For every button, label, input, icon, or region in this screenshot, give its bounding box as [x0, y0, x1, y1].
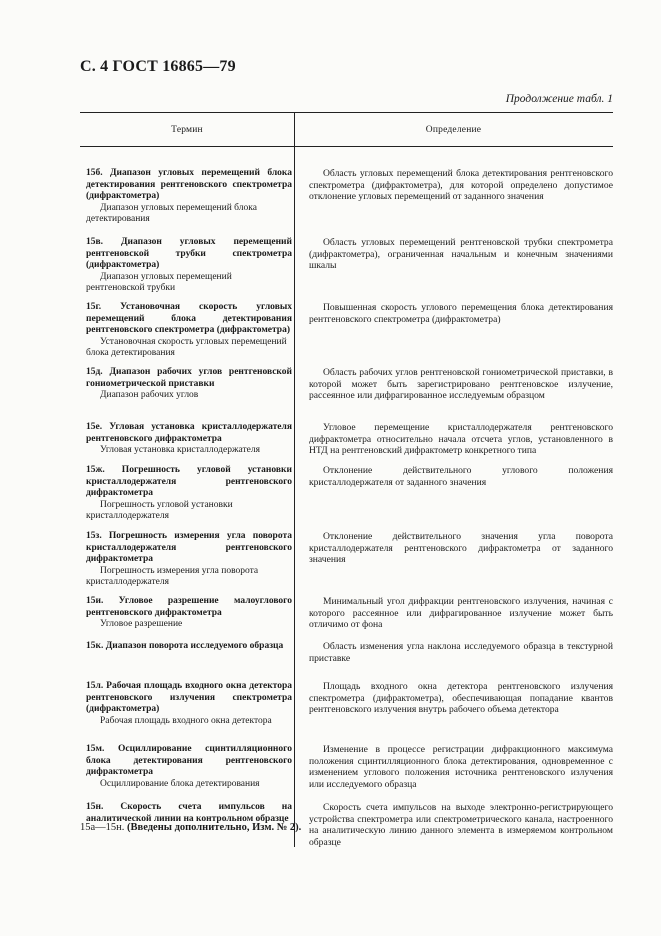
table-header-rule [80, 146, 613, 147]
table-continuation-label: Продолжение табл. 1 [505, 93, 613, 105]
term-text: 15б. Диапазон угловых перемещений блока детектирования рентгеновского спектрометра (дифрактометра) [86, 168, 292, 202]
term-synonym: Угловая установка кристаллодержателя [100, 445, 260, 456]
term-text: 15н. Скорость счета импульсов на аналитической линии на контрольном образце [86, 802, 292, 824]
term-text: 15ж. Погрешность угловой установки кристаллодержателя рентгеновского дифрактометра [86, 465, 292, 499]
amendment-text: (Введены дополнительно, Изм. № 2). [127, 822, 302, 833]
amendment-range: 15а—15н. [80, 822, 125, 833]
definition-text: Площадь входного окна детектора рентгеновского излучения спектрометра (дифрактометра), обеспечивающая попадание квантов рентгеновского излучения внутрь рабочего объема детектора [309, 681, 613, 716]
term-synonym: Установочная скорость угловых перемещений блока детектирования [86, 336, 287, 359]
definition-cell [292, 168, 613, 226]
column-header-definition: Определение [425, 124, 482, 135]
table-row [80, 168, 613, 226]
term-synonym: Рабочая площадь входного окна детектора [100, 715, 272, 726]
definition-text: Угловое перемещение кристаллодержателя рентгеновского дифрактометра относительно начала отсчета углов, установленного в НТД на рентгеновский дифрактометр конкретного типа [309, 422, 613, 457]
term-text: 15д. Диапазон рабочих углов рентгеновской гониометрической приставки [86, 367, 292, 389]
term-text: 15г. Установочная скорость угловых перемещений блока детектирования рентгеновского спектрометра (дифрактометра) [86, 302, 292, 336]
term-cell [80, 641, 292, 664]
term-text: 15л. Рабочая площадь входного окна детектора рентгеновского излучения спектрометра (дифрактометра) [86, 681, 292, 715]
definition-cell [292, 596, 613, 631]
definition-text: Изменение в процессе регистрации дифракционного максимума положения сцинтилляционного блока детектирования, одновременное с изменением углового положения источника рентгеновского излучения или исследуемого образца [309, 744, 613, 790]
term-text: 15в. Диапазон угловых перемещений рентгеновской трубки спектрометра (дифрактометра) [86, 237, 292, 271]
definition-cell [292, 367, 613, 402]
column-header-term: Термин [171, 124, 203, 135]
term-cell [80, 302, 292, 360]
definition-text: Область угловых перемещений блока детектирования рентгеновского спектрометра (дифрактометра), для которой определено допустимое отклонение угловых перемещений от заданного значения [309, 168, 613, 203]
term-cell [80, 168, 292, 226]
definition-cell [292, 681, 613, 727]
term-cell [80, 465, 292, 523]
term-synonym: Погрешность угловой установки кристаллодержателя [86, 499, 233, 522]
term-synonym: Осциллирование блока детектирования [100, 778, 260, 789]
table-row [80, 596, 613, 631]
definition-text: Повышенная скорость углового перемещения блока детектирования рентгеновского спектрометра (дифрактометра) [309, 302, 613, 325]
amendment-note [80, 822, 301, 833]
term-cell [80, 681, 292, 727]
definition-text: Область угловых перемещений рентгеновской трубки спектрометра (дифрактометра), ограниченная начальным и конечным значениями шкалы [309, 237, 613, 272]
table-header-row [80, 113, 613, 146]
term-cell [80, 367, 292, 402]
table-row [80, 367, 613, 402]
term-synonym: Диапазон угловых перемещений блока детектирования [86, 202, 257, 225]
definition-cell [292, 465, 613, 523]
definition-text: Отклонение действительного значения угла поворота кристаллодержателя рентгеновского дифрактометра от заданного значения [309, 531, 613, 566]
table-row [80, 744, 613, 790]
definition-cell [292, 302, 613, 360]
definition-cell [292, 531, 613, 589]
table-row [80, 681, 613, 727]
table-row [80, 531, 613, 589]
term-synonym: Угловое разрешение [100, 619, 183, 630]
definition-cell [292, 641, 613, 664]
table-row [80, 641, 613, 664]
definition-cell [292, 802, 613, 848]
page-title: С. 4 ГОСТ 16865—79 [80, 58, 236, 75]
table-row [80, 422, 613, 457]
table-row [80, 237, 613, 295]
term-synonym: Диапазон рабочих углов [100, 390, 199, 401]
definition-text: Область изменения угла наклона исследуемого образца в текстурной приставке [309, 641, 613, 664]
term-text: 15з. Погрешность измерения угла поворота кристаллодержателя рентгеновского дифрактометра [86, 531, 292, 565]
definition-text: Минимальный угол дифракции рентгеновского излучения, начиная с которого рассеянное или дифрагированное излучение может быть отличимо от фона [309, 596, 613, 631]
definition-cell [292, 422, 613, 457]
term-cell [80, 422, 292, 457]
definition-cell [292, 237, 613, 295]
definition-cell [292, 744, 613, 790]
term-text: 15е. Угловая установка кристаллодержателя рентгеновского дифрактометра [86, 422, 292, 444]
table-row [80, 465, 613, 523]
definition-text: Отклонение действительного углового положения кристаллодержателя от заданного значения [309, 465, 613, 488]
term-synonym: Диапазон угловых перемещений рентгеновской трубки [86, 271, 232, 294]
term-cell [80, 744, 292, 790]
term-cell [80, 237, 292, 295]
definition-text: Скорость счета импульсов на выходе электронно-регистрирующего устройства спектрометра или спектрометрического канала, настроенного на аналитическую линию данного элемента в измеряемом контрольном образце [309, 802, 613, 848]
definition-text: Область рабочих углов рентгеновской гониометрической приставки, в которой может быть зарегистрировано рентгеновское излучение, рассеянное или дифрагированное исследуемым образцом [309, 367, 613, 402]
term-text: 15к. Диапазон поворота исследуемого образца [86, 641, 284, 651]
term-cell [80, 596, 292, 631]
term-cell [80, 531, 292, 589]
table-row [80, 302, 613, 360]
term-text: 15м. Осциллирование сцинтилляционного блока детектирования рентгеновского дифрактометра [86, 744, 292, 778]
term-text: 15и. Угловое разрешение малоуглового рентгеновского дифрактометра [86, 596, 292, 618]
term-synonym: Погрешность измерения угла поворота кристаллодержателя [86, 565, 259, 588]
